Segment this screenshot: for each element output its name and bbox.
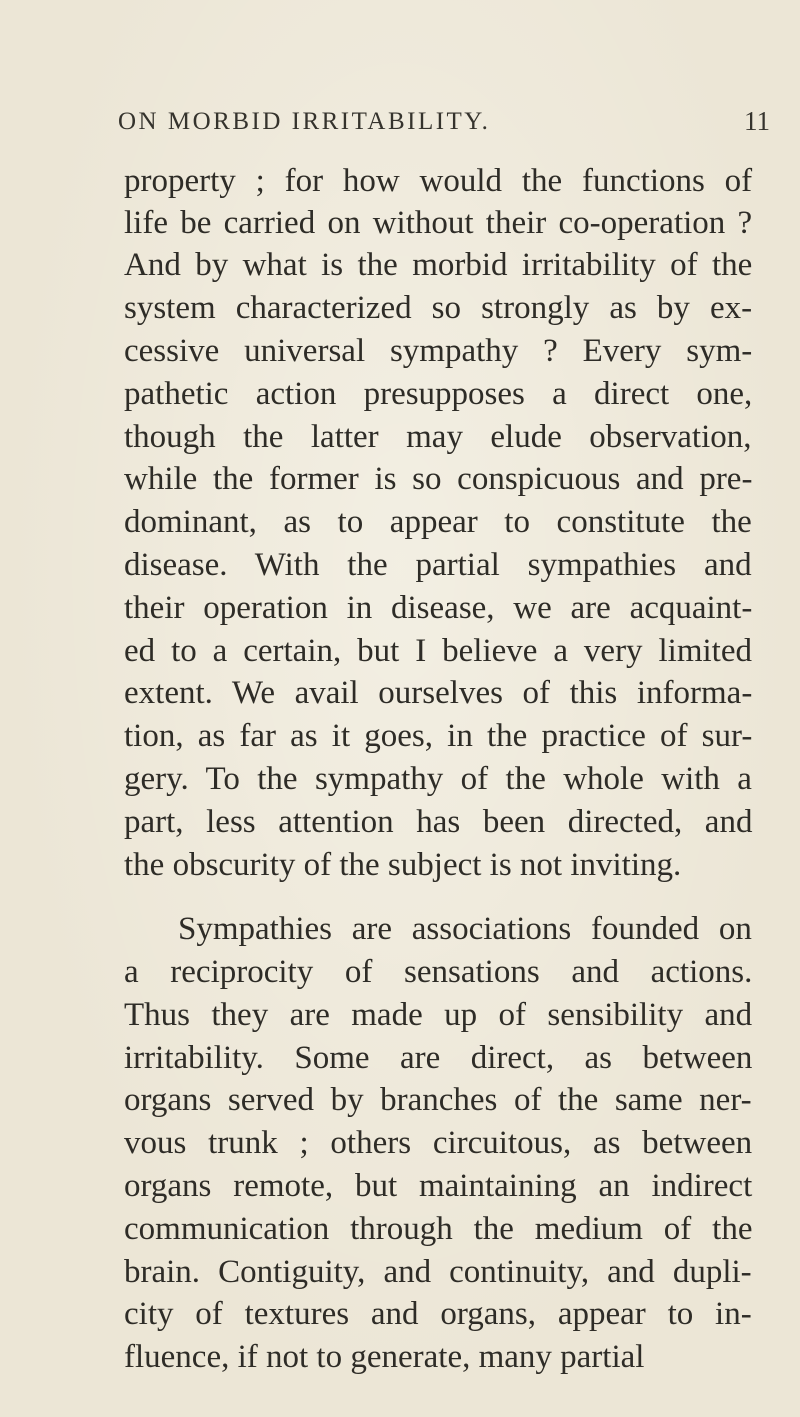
text-line: Thus they are made up of sensibility and [124, 997, 753, 1033]
text-line: the obscurity of the subject is not inviting. [124, 847, 682, 883]
text-line: And by what is the morbid irritability of the [124, 247, 753, 283]
page-number: 11 [744, 106, 770, 136]
text-line: life be carried on without their co-operation ? [124, 205, 753, 241]
text-line: though the latter may elude observation, [124, 419, 752, 455]
text-line: city of textures and organs, appear to in- [124, 1296, 752, 1332]
text-line: pathetic action presupposes a direct one, [124, 376, 753, 412]
text-line: organs served by branches of the same ner- [124, 1082, 752, 1118]
text-line: their operation in disease, we are acquaint- [124, 590, 753, 626]
text-line: disease. With the partial sympathies and [124, 547, 752, 583]
paragraph-first-line: Sympathies are associations founded on [178, 911, 752, 947]
text-line: tion, as far as it goes, in the practice of sur- [124, 718, 753, 754]
text-line: vous trunk ; others circuitous, as between [124, 1125, 753, 1161]
text-line: system characterized so strongly as by ex- [124, 290, 753, 326]
text-line: dominant, as to appear to constitute the [124, 504, 752, 540]
text-line: cessive universal sympathy ? Every sym- [124, 333, 753, 369]
text-line: brain. Contiguity, and continuity, and dupli- [124, 1254, 752, 1290]
text-line: extent. We avail ourselves of this informa- [124, 675, 753, 711]
text-line: part, less attention has been directed, and [124, 804, 753, 840]
text-line: fluence, if not to generate, many partial [124, 1339, 645, 1375]
text-line: organs remote, but maintaining an indirect [124, 1168, 753, 1204]
running-head: ON MORBID IRRITABILITY. [118, 108, 491, 135]
text-line: irritability. Some are direct, as between [124, 1040, 753, 1076]
text-line: communication through the medium of the [124, 1211, 753, 1247]
text-line: property ; for how would the functions of [124, 163, 753, 199]
text-line: a reciprocity of sensations and actions. [124, 954, 753, 990]
text-line: ed to a certain, but I believe a very limited [124, 633, 752, 669]
text-line: gery. To the sympathy of the whole with a [124, 761, 752, 797]
text-line: while the former is so conspicuous and pre- [124, 461, 753, 497]
